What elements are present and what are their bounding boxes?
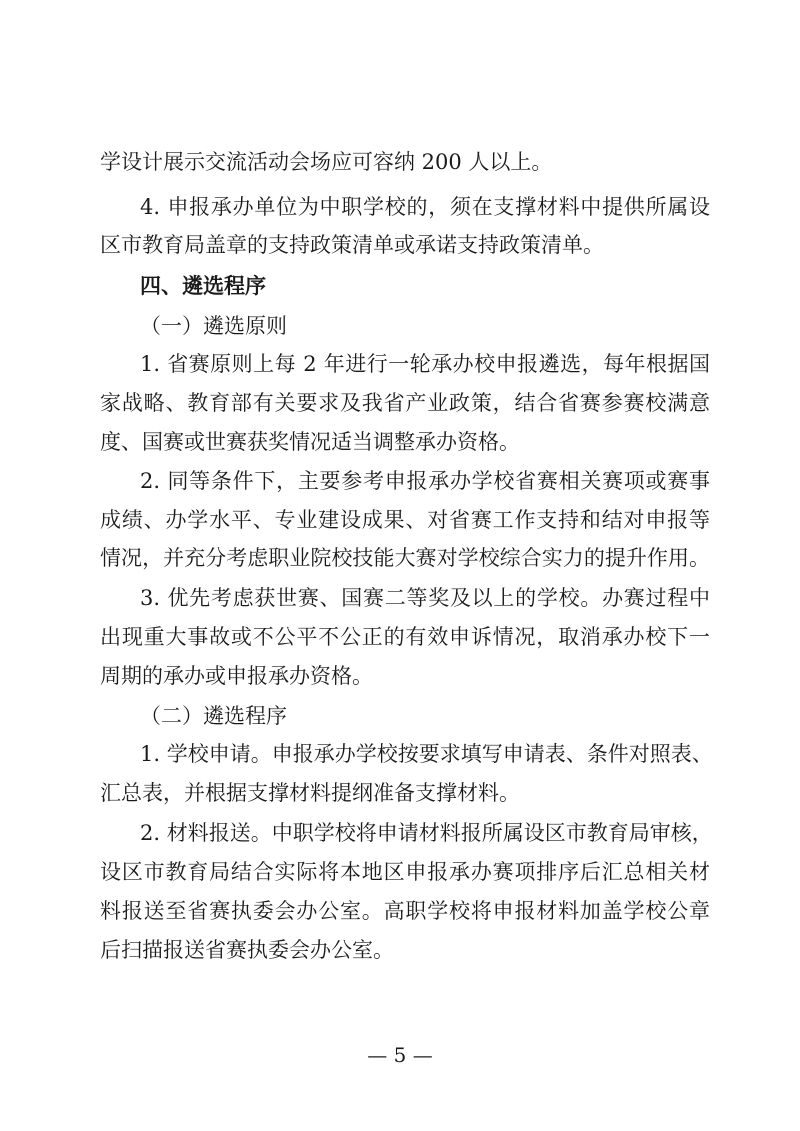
paragraph-line: 区市教育局盖章的支持政策清单或承诺支持政策清单。: [100, 233, 604, 257]
paragraph-line: 2. 材料报送。中职学校将申请材料报所属设区市教育局审核，: [140, 821, 713, 845]
paragraph-line: 后扫描报送省赛执委会办公室。: [100, 938, 394, 962]
paragraph-line: 出现重大事故或不公平不公正的有效申诉情况，取消承办校下一: [100, 625, 710, 649]
page-number: — 5 —: [367, 1043, 433, 1067]
paragraph-line: 学设计展示交流活动会场应可容纳 200 人以上。: [100, 150, 553, 174]
paragraph-line: 情况，并充分考虑职业院校技能大赛对学校综合实力的提升作用。: [100, 546, 710, 570]
subsection-heading: （一）遴选原则: [140, 314, 287, 338]
paragraph-line: 1. 学校申请。申报承办学校按要求填写申请表、条件对照表、: [140, 742, 713, 766]
subsection-heading: （二）遴选程序: [140, 704, 287, 728]
paragraph-line: 设区市教育局结合实际将本地区申报承办赛项排序后汇总相关材: [100, 860, 710, 884]
paragraph-line: 1. 省赛原则上每 2 年进行一轮承办校申报遴选，每年根据国: [140, 352, 710, 376]
paragraph-line: 度、国赛或世赛获奖情况适当调整承办资格。: [100, 430, 520, 454]
section-heading: 四、遴选程序: [140, 274, 266, 298]
paragraph-line: 汇总表，并根据支撑材料提纲准备支撑材料。: [100, 781, 520, 805]
paragraph-line: 料报送至省赛执委会办公室。高职学校将申报材料加盖学校公章: [100, 899, 710, 923]
paragraph-line: 周期的承办或申报承办资格。: [100, 664, 373, 688]
paragraph-line: 家战略、教育部有关要求及我省产业政策，结合省赛参赛校满意: [100, 391, 710, 415]
paragraph-line: 2. 同等条件下，主要参考申报承办学校省赛相关赛项或赛事: [140, 469, 710, 493]
paragraph-line: 4. 申报承办单位为中职学校的，须在支撑材料中提供所属设: [140, 195, 710, 219]
paragraph-line: 成绩、办学水平、专业建设成果、对省赛工作支持和结对申报等: [100, 508, 710, 532]
paragraph-line: 3. 优先考虑获世赛、国赛二等奖及以上的学校。办赛过程中: [140, 586, 710, 610]
